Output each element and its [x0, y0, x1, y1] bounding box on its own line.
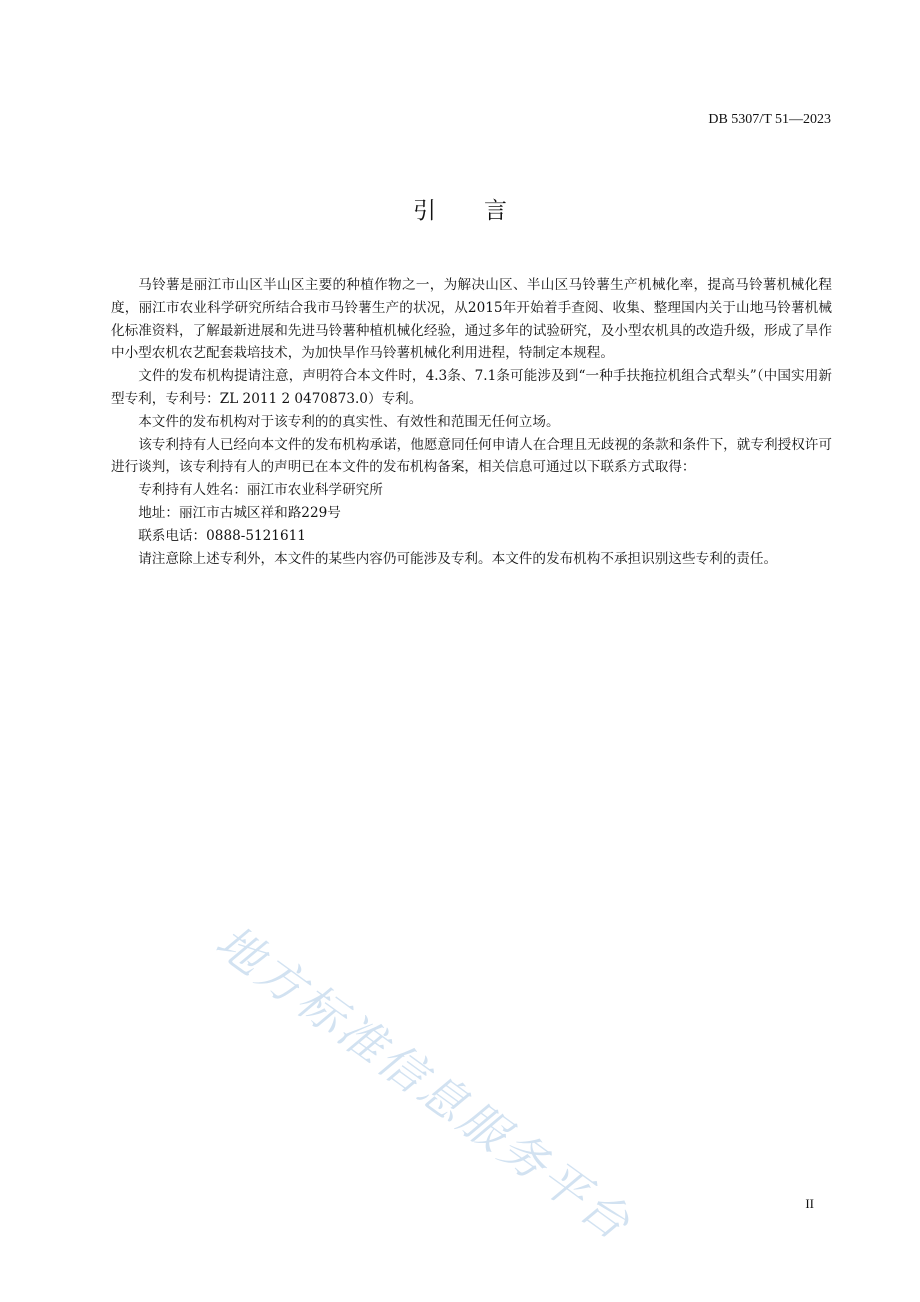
paragraph-patent-position: 本文件的发布机构对于该专利的的真实性、有效性和范围无任何立场。 [138, 413, 560, 430]
paragraph-patent-notice: 文件的发布机构提请注意，声明符合本文件时，4.3条、7.1条可能涉及到“一种手扶拖拉机组合式犁头”（中国实用新型专利，专利号：ZL 2011 2 0470873.0）专利。 [111, 368, 832, 407]
page-number: II [805, 1196, 814, 1211]
patent-holder-address: 地址：丽江市古城区祥和路229号 [138, 504, 341, 521]
paragraph-background: 马铃薯是丽江市山区半山区主要的种植作物之一，为解决山区、半山区马铃薯生产机械化率，提高马铃薯机械化程度，丽江市农业科学研究所结合我市马铃薯生产的状况，从2015年开始着手查阅、收集、整理国内关于山地马铃薯机械化标准资料，了解最新进展和先进马铃薯种植机械化经验，通过多年的试验研究，及小型农机具的改造升级，形成了旱作中小型农机农艺配套栽培技术，为加快旱作马铃薯机械化利用进程，特制定本规程。 [111, 277, 832, 362]
document-code: DB 5307/T 51—2023 [708, 112, 831, 127]
paragraph-patent-commitment: 该专利持有人已经向本文件的发布机构承诺，他愿意同任何申请人在合理且无歧视的条款和条件下，就专利授权许可进行谈判，该专利持有人的声明已在本文件的发布机构备案，相关信息可通过以下联系方式取得： [111, 436, 832, 476]
watermark: 地方标准信息服务平台 [206, 914, 643, 1252]
page-title: 引言 [413, 198, 555, 224]
introduction-body [111, 274, 832, 570]
patent-holder-phone: 联系电话：0888-5121611 [138, 527, 306, 544]
paragraph-other-patents: 请注意除上述专利外，本文件的某些内容仍可能涉及专利。本文件的发布机构不承担识别这些专利的责任。 [138, 550, 778, 567]
patent-holder-name: 专利持有人姓名：丽江市农业科学研究所 [138, 482, 383, 499]
